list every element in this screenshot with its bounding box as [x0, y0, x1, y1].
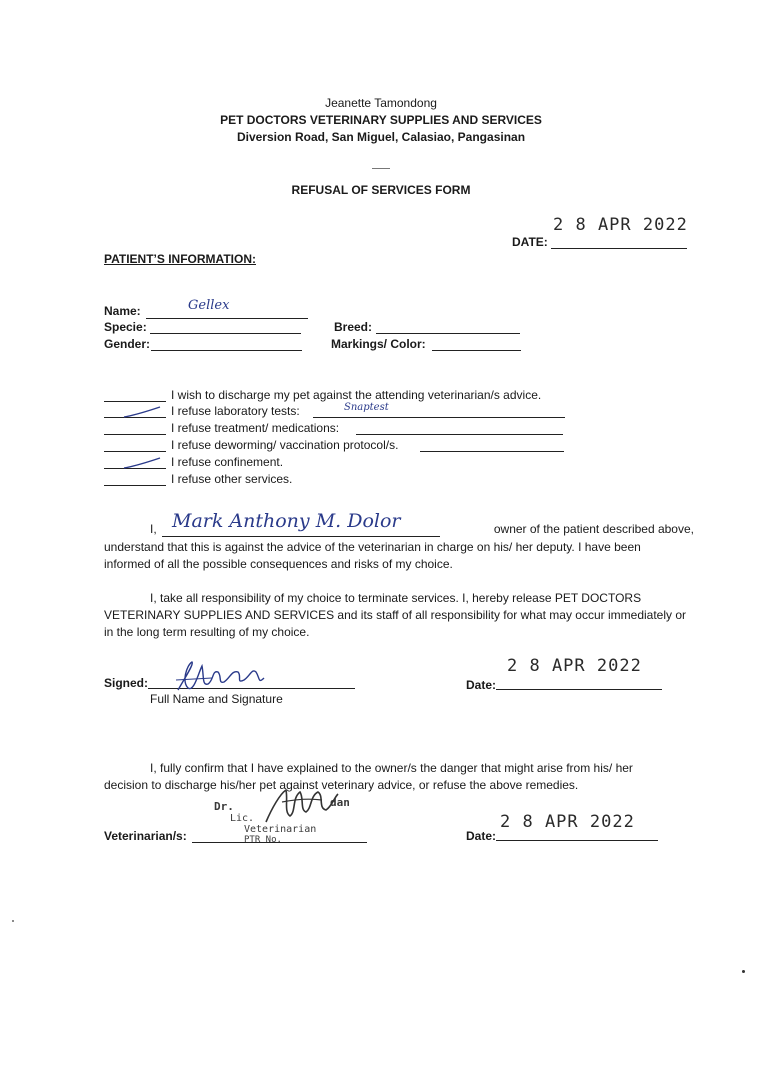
release-statement-line1: I, take all responsibility of my choice to terminate services. I, hereby release PET DOCTORS	[150, 591, 642, 605]
owner-signature	[172, 656, 268, 696]
owner-statement-prefix: I,	[150, 522, 157, 536]
vet-stamp-line2: Lic.	[230, 813, 255, 824]
signed-date-label: Date:	[466, 678, 497, 692]
release-statement-line2: VETERINARY SUPPLIES AND SERVICES and its staff of all responsibility for what may occur immediately or	[104, 608, 687, 622]
signed-date-line	[496, 689, 662, 690]
owner-statement-line3: informed of all the possible consequences and risks of my choice.	[104, 557, 453, 571]
vet-statement-line2: decision to discharge his/her pet against veterinary advice, or refuse the above remedies.	[104, 778, 579, 792]
option-checkbox-line[interactable]	[104, 485, 166, 486]
option-detail-line[interactable]	[356, 434, 563, 435]
breed-label: Breed:	[334, 320, 373, 334]
option-checkbox-line[interactable]	[104, 451, 166, 452]
vet-statement-line1: I, fully confirm that I have explained to the owner/s the danger that might arise from his/ her	[150, 761, 633, 775]
patient-name-value: Gellex	[188, 298, 230, 313]
owner-name-handwritten: Mark Anthony M. Dolor	[172, 510, 401, 532]
vet-date-stamp: 2 8 APR 2022	[500, 812, 635, 832]
vet-stamp-line1: Dr.	[214, 800, 234, 813]
option-detail-line[interactable]	[313, 417, 565, 418]
date-field-line	[551, 248, 687, 249]
owner-statement-line1: owner of the patient described above,	[493, 522, 694, 536]
option-label: I refuse confinement.	[171, 455, 284, 469]
option-detail-line[interactable]	[420, 451, 564, 452]
date-stamp: 2 8 APR 2022	[553, 215, 688, 235]
gender-label: Gender:	[104, 337, 151, 351]
date-label: DATE:	[512, 235, 548, 249]
name-label: Name:	[104, 304, 141, 318]
option-detail-handwritten: Snaptest	[344, 402, 389, 413]
option-checkbox-line[interactable]	[104, 434, 166, 435]
option-label: I refuse deworming/ vaccination protocol/s.	[171, 438, 399, 452]
option-check-mark	[122, 456, 162, 470]
veterinarian-line	[192, 842, 367, 843]
vet-signature	[262, 782, 342, 832]
vet-date-line	[496, 840, 658, 841]
owner-statement-line2: understand that this is against the advice of the veterinarian in charge on his/ her deputy. I have been	[104, 540, 641, 554]
option-label: I wish to discharge my pet against the attending veterinarian/s advice.	[171, 388, 542, 402]
option-checkbox-line[interactable]	[104, 401, 166, 402]
option-label: I refuse laboratory tests:	[171, 404, 300, 418]
breed-field-line	[376, 333, 520, 334]
markings-label: Markings/ Color:	[331, 337, 426, 351]
scan-speck	[742, 970, 745, 973]
option-check-mark	[122, 405, 162, 419]
option-label: I refuse other services.	[171, 472, 293, 486]
form-title: REFUSAL OF SERVICES FORM	[291, 183, 471, 197]
vet-stamp-line3: Veterinarian	[244, 824, 317, 835]
clinic-address: Diversion Road, San Miguel, Calasiao, Pangasinan	[236, 130, 526, 144]
markings-field-line	[432, 350, 521, 351]
patient-section-title: PATIENT’S INFORMATION:	[104, 252, 256, 266]
signed-label: Signed:	[104, 676, 148, 690]
vet-date-label: Date:	[466, 829, 497, 843]
clinic-owner-name: Jeanette Tamondong	[325, 96, 437, 110]
release-statement-line3: in the long term resulting of my choice.	[104, 625, 310, 639]
veterinarian-label: Veterinarian/s:	[104, 829, 187, 843]
signature-caption: Full Name and Signature	[150, 692, 283, 706]
ink-mark	[372, 168, 390, 173]
specie-label: Specie:	[104, 320, 147, 334]
scan-speck	[12, 920, 14, 922]
specie-field-line	[150, 333, 301, 334]
vet-stamp-line1b: dan	[330, 796, 350, 809]
signed-date-stamp: 2 8 APR 2022	[507, 656, 642, 676]
vet-stamp-line4: PTR No.	[244, 835, 282, 845]
owner-name-line	[162, 536, 440, 537]
clinic-business-name: PET DOCTORS VETERINARY SUPPLIES AND SERVICES	[220, 113, 542, 127]
gender-field-line	[151, 350, 302, 351]
name-field-line	[146, 318, 308, 319]
option-label: I refuse treatment/ medications:	[171, 421, 340, 435]
